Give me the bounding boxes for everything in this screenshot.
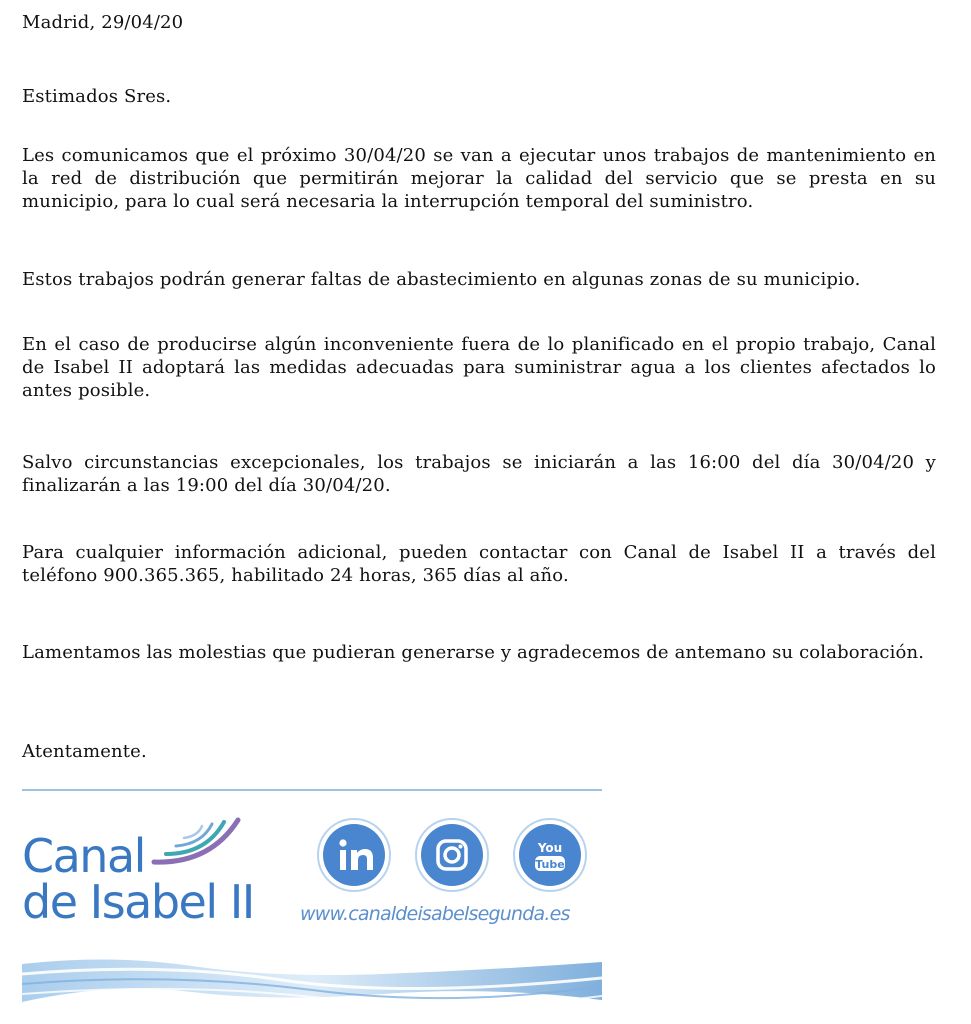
closing: Atentamente. <box>22 741 147 762</box>
svg-text:Tube: Tube <box>535 858 565 871</box>
paragraph-schedule: Salvo circunstancias excepcionales, los trabajos se iniciarán a las 16:00 del día 30/04/20 y finalizarán a las 19:00 del día 30/04/20. <box>22 452 936 496</box>
date-line: Madrid, 29/04/20 <box>22 12 184 33</box>
paragraph-supply-shortage: Estos trabajos podrán generar faltas de abastecimiento en algunas zonas de su municipio. <box>22 269 861 290</box>
canal-de-isabel-ii-logo <box>22 812 254 929</box>
paragraph-maintenance: Les comunicamos que el próximo 30/04/20 se van a ejecutar unos trabajos de mantenimiento en la red de distribución que permitirán mejorar la calidad del servicio que se presta en su municipio, para lo cual será necesaria la interrupción temporal del suministro. <box>22 145 936 212</box>
instagram-link[interactable] <box>414 817 490 893</box>
salutation: Estimados Sres. <box>22 86 172 107</box>
logo-arcs-icon <box>150 814 260 874</box>
logo-text-de-isabel-ii: de Isabel II <box>22 875 254 929</box>
linkedin-icon <box>316 817 392 893</box>
linkedin-link[interactable] <box>316 817 392 893</box>
logo-text-canal: Canal <box>22 829 145 883</box>
website-link[interactable]: www.canaldeisabelsegunda.es <box>300 903 570 925</box>
social-links <box>316 817 586 897</box>
instagram-icon <box>414 817 490 893</box>
signature-divider <box>22 789 602 791</box>
paragraph-contact: Para cualquier información adicional, pueden contactar con Canal de Isabel II a través del teléfono 900.365.365, habilitado 24 horas, 365 días al año. <box>22 542 936 586</box>
decorative-wave-banner <box>22 950 602 1010</box>
svg-text:You: You <box>537 841 563 855</box>
paragraph-incidents: En el caso de producirse algún inconveniente fuera de lo planificado en el propio trabajo, Canal de Isabel II adoptará las medidas adecuadas para suministrar agua a los clientes afectados lo antes posible. <box>22 334 936 401</box>
youtube-link[interactable] <box>512 817 588 893</box>
paragraph-apology: Lamentamos las molestias que pudieran generarse y agradecemos de antemano su colaboración. <box>22 642 925 663</box>
youtube-icon <box>512 817 588 893</box>
